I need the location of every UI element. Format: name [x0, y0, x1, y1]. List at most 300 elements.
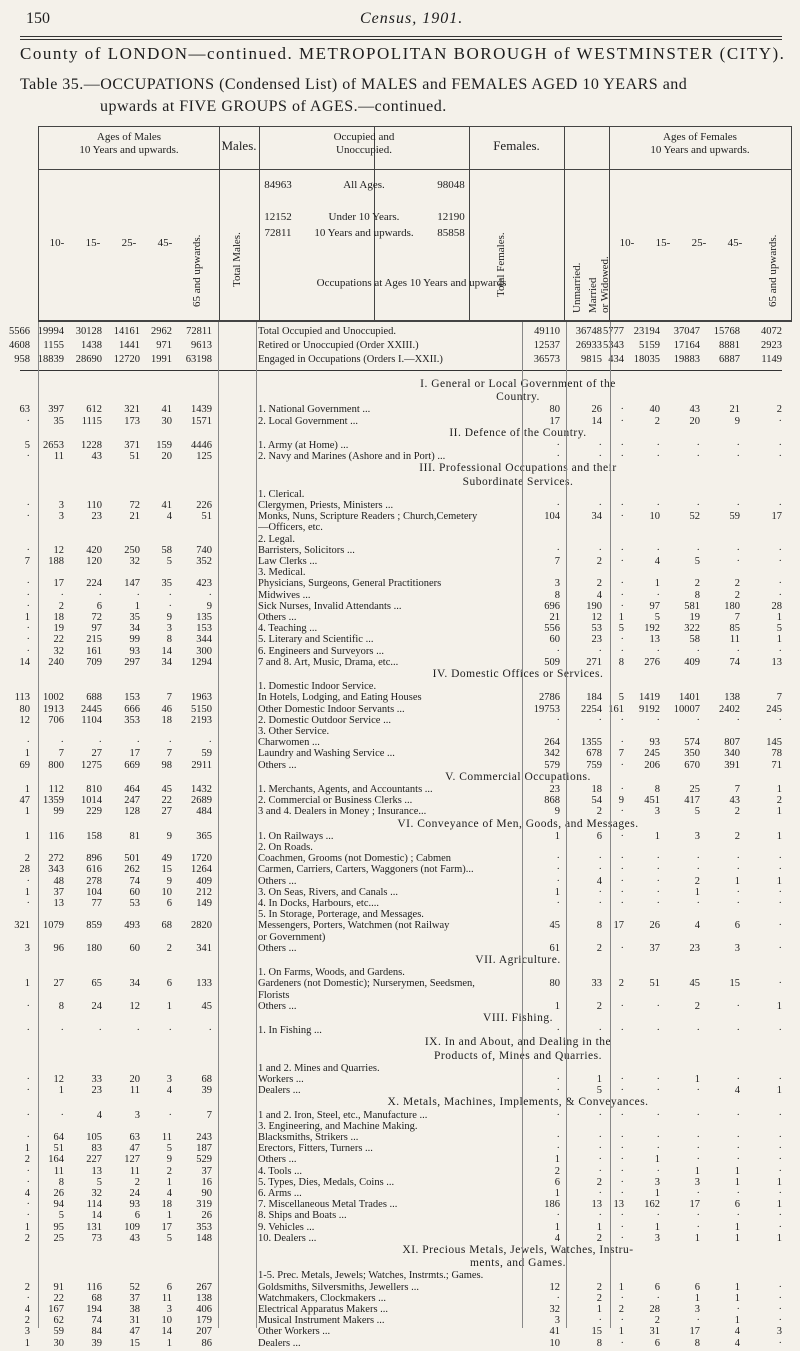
female-age-cell: 59	[729, 511, 740, 523]
female-age-cell: 2	[654, 1315, 660, 1327]
female-total-cell: 6	[554, 1176, 560, 1188]
male-age-cell: 69	[19, 759, 30, 771]
female-age-cell: 3	[654, 1232, 660, 1244]
male-age-cell: 666	[124, 703, 140, 715]
section-heading: Subordinate Services.	[462, 475, 574, 488]
male-age-cell: 72	[91, 612, 102, 623]
male-age-cell: 104	[86, 886, 102, 898]
male-age-cell: 1359	[43, 795, 64, 807]
female-age-cell: 409	[684, 656, 700, 668]
female-age-cell: 5777	[603, 326, 624, 337]
female-age-cell: 17	[613, 920, 624, 932]
male-total-cell: 37	[201, 1165, 212, 1177]
female-total-cell: 45	[549, 920, 560, 932]
male-age-cell: 68	[91, 1292, 102, 1304]
male-total-cell: 1571	[191, 415, 212, 427]
section-heading: X. Metals, Machines, Implements, & Conveyances.	[387, 1096, 649, 1109]
male-age-cell: 1	[24, 748, 30, 760]
male-age-cell: 109	[124, 1221, 140, 1233]
female-age-cell: 1	[734, 1221, 740, 1233]
male-total-cell: 409	[196, 875, 212, 887]
male-total-cell: 4446	[191, 440, 212, 451]
female-total-cell: 36573	[533, 354, 560, 365]
female-age-cell: 43	[729, 795, 740, 807]
occupation-label: 8. Ships and Boats ...	[258, 1210, 347, 1222]
female-age-cell: 28	[771, 600, 782, 612]
male-age-cell: 38	[129, 1304, 140, 1315]
female-age-cell: ·	[736, 1304, 740, 1315]
female-age-cell: 3	[776, 1326, 782, 1338]
male-age-cell: 65	[91, 978, 102, 990]
female-age-cell: ·	[778, 645, 782, 657]
female-age-cell: 2	[694, 875, 700, 887]
male-age-cell: ·	[26, 875, 30, 887]
female-total-cell: ·	[556, 875, 560, 887]
female-age-cell: ·	[736, 864, 740, 876]
female-age-cell: 451	[644, 795, 660, 807]
male-age-cell: 247	[124, 795, 140, 807]
male-total-cell: 2911	[191, 759, 212, 771]
male-age-cell: 250	[124, 544, 140, 556]
female-age-cell: ·	[696, 544, 700, 556]
male-age-cell: 8	[58, 1176, 64, 1188]
male-total-cell: 2193	[191, 714, 212, 726]
female-age-cell: 1	[618, 1281, 624, 1293]
male-age-cell: 371	[124, 440, 140, 451]
section-heading: IX. In and About, and Dealing in the	[424, 1036, 612, 1049]
female-age-cell: 17	[771, 511, 782, 523]
female-unmarried-cell: ·	[598, 886, 602, 898]
female-age-cell: ·	[620, 1292, 624, 1304]
occupation-label: 1. On Farms, Woods, and Gardens.	[258, 967, 405, 979]
female-age-cell: 670	[684, 759, 700, 771]
female-age-cell: ·	[620, 500, 624, 511]
occupation-label: Goldsmiths, Silversmiths, Jewellers ...	[258, 1281, 419, 1293]
male-age-cell: 37	[129, 1292, 140, 1304]
male-age-cell: 8	[58, 1000, 64, 1012]
female-unmarried-cell: ·	[598, 898, 602, 909]
occupation-label: In Hotels, Lodging, and Eating Houses	[258, 692, 422, 704]
female-age-cell: 1	[776, 1176, 782, 1188]
female-age-cell: 23	[689, 942, 700, 954]
male-age-cell: 971	[156, 340, 172, 351]
female-age-cell: 1	[654, 830, 660, 842]
male-age-cell: 6	[166, 978, 172, 990]
female-total-cell: 264	[544, 737, 560, 749]
female-age-cell: 581	[684, 600, 700, 612]
male-age-cell: 114	[86, 1199, 102, 1211]
occupation-label: Charwomen ...	[258, 737, 320, 749]
section-heading: VI. Conveyance of Men, Goods, and Messages.	[397, 817, 639, 830]
column-divider	[566, 322, 567, 1328]
section-heading: III. Professional Occupations and their	[419, 462, 617, 475]
male-age-cell: ·	[26, 578, 30, 590]
female-age-cell: 6887	[719, 354, 740, 365]
female-age-cell: 322	[684, 623, 700, 635]
female-age-cell: 51	[649, 978, 660, 990]
male-age-cell: 2445	[81, 703, 102, 715]
male-total-cell: 319	[196, 1199, 212, 1211]
female-total-cell: ·	[556, 645, 560, 657]
male-age-cell: 3	[134, 1109, 140, 1121]
male-age-cell: 24	[129, 1188, 140, 1199]
female-unmarried-cell: ·	[598, 864, 602, 876]
male-age-cell: 1	[24, 1337, 30, 1349]
male-age-cell: 1	[134, 600, 140, 612]
occupation-label: 2. Navy and Marines (Ashore and in Port) ...	[258, 451, 446, 463]
female-age-cell: ·	[620, 1109, 624, 1121]
female-age-cell: ·	[656, 1000, 660, 1012]
female-unmarried-cell: 184	[586, 692, 602, 704]
male-age-cell: 297	[124, 656, 140, 668]
male-age-cell: 420	[86, 544, 102, 556]
female-age-cell: 5343	[603, 340, 624, 351]
male-age-cell: 5566	[9, 326, 30, 337]
female-total-cell: 23	[549, 784, 560, 795]
female-unmarried-cell: 4	[596, 589, 602, 601]
occupation-label: Retired or Unoccupied (Order XXIII.)	[258, 340, 419, 351]
female-age-cell: 4	[734, 1337, 740, 1349]
female-age-cell: ·	[620, 1165, 624, 1177]
male-age-cell: 35	[129, 612, 140, 623]
male-age-cell: 4	[166, 1188, 172, 1199]
occupation-label: Florists	[258, 989, 290, 1001]
male-age-cell: 958	[14, 354, 30, 365]
female-total-cell: ·	[556, 1109, 560, 1121]
female-age-cell: 1	[776, 612, 782, 623]
occupation-label: 4. Tools ...	[258, 1165, 302, 1177]
female-unmarried-cell: ·	[598, 1188, 602, 1199]
female-age-cell: 1	[734, 1315, 740, 1327]
male-age-cell: 5	[96, 1176, 102, 1188]
occupation-label: Carmen, Carriers, Carters, Waggoners (not Farm)...	[258, 864, 474, 876]
male-age-cell: 1079	[43, 920, 64, 932]
male-total-cell: ·	[208, 1025, 212, 1037]
female-age-cell: ·	[778, 1292, 782, 1304]
female-age-cell: 8	[694, 1337, 700, 1349]
occupation-label: 3. On Seas, Rivers, and Canals ...	[258, 886, 398, 898]
female-age-cell: ·	[620, 875, 624, 887]
male-age-cell: 6	[166, 1281, 172, 1293]
female-age-cell: 1	[776, 875, 782, 887]
male-age-cell: 229	[86, 806, 102, 818]
female-total-cell: 12537	[533, 340, 560, 351]
female-age-cell: ·	[696, 451, 700, 463]
occupation-label: 6. Engineers and Surveyors ...	[258, 645, 384, 657]
female-unmarried-cell: ·	[598, 1025, 602, 1037]
male-age-cell: 43	[129, 1232, 140, 1244]
female-unmarried-cell: ·	[598, 1109, 602, 1121]
male-age-cell: 153	[124, 692, 140, 704]
occupied-heading: Occupied and Unoccupied.	[333, 131, 395, 156]
female-age-cell: 391	[724, 759, 740, 771]
female-age-cell: ·	[656, 440, 660, 451]
male-total-cell: 39	[201, 1085, 212, 1097]
running-header	[0, 10, 800, 30]
female-total-cell: 9	[554, 806, 560, 818]
male-age-cell: 5	[166, 556, 172, 567]
male-age-cell: ·	[60, 737, 64, 749]
male-age-cell: 84	[91, 1326, 102, 1338]
male-age-cell: 20	[129, 1074, 140, 1085]
female-total-cell: 1	[554, 886, 560, 898]
female-total-cell: ·	[556, 853, 560, 865]
female-age-cell: 245	[644, 748, 660, 760]
all-ages-females: 98048	[437, 179, 465, 191]
male-age-cell: 72	[129, 500, 140, 511]
male-age-cell: ·	[98, 589, 102, 601]
male-age-cell: 31	[129, 1315, 140, 1327]
male-age-cell: 59	[53, 1326, 64, 1338]
female-age-cell: 206	[644, 759, 660, 771]
male-age-cell: 120	[86, 556, 102, 567]
male-total-cell: 529	[196, 1154, 212, 1166]
female-total-cell: 12	[549, 1281, 560, 1293]
occupation-label: Other Workers ...	[258, 1326, 331, 1338]
male-age-cell: 343	[48, 864, 64, 876]
male-age-cell: 41	[161, 500, 172, 511]
occupation-label: 1. Army (at Home) ...	[258, 440, 349, 451]
female-age-cell: ·	[620, 898, 624, 909]
male-age-cell: 12	[19, 714, 30, 726]
female-age-cell: ·	[620, 1025, 624, 1037]
male-total-cell: 68	[201, 1074, 212, 1085]
female-age-cell: ·	[696, 1315, 700, 1327]
male-age-cell: 1	[24, 784, 30, 795]
occupation-label: 6. Arms ...	[258, 1188, 302, 1199]
male-age-cell: 2	[24, 1281, 30, 1293]
male-age-cell: 4	[166, 511, 172, 523]
male-total-cell: 1264	[191, 864, 212, 876]
male-age-cell: 98	[161, 759, 172, 771]
male-age-cell: 14	[161, 645, 172, 657]
female-age-cell: ·	[778, 415, 782, 427]
female-age-cell: ·	[778, 978, 782, 990]
male-age-25: 25-	[121, 237, 137, 249]
male-age-cell: 6	[96, 600, 102, 612]
occupation-label: Workers ...	[258, 1074, 304, 1085]
female-age-cell: ·	[620, 886, 624, 898]
female-age-cell: 1401	[679, 692, 700, 704]
female-age-65: 65 and upwards.	[767, 234, 779, 307]
male-age-cell: 9	[166, 830, 172, 842]
female-age-cell: 1	[776, 1232, 782, 1244]
male-age-cell: ·	[26, 1176, 30, 1188]
male-total-cell: ·	[208, 589, 212, 601]
female-age-cell: ·	[778, 1154, 782, 1166]
male-age-cell: 18	[161, 1199, 172, 1211]
male-age-cell: 26	[53, 1188, 64, 1199]
female-age-cell: 138	[724, 692, 740, 704]
female-age-cell: 2923	[761, 340, 782, 351]
male-total-cell: 740	[196, 544, 212, 556]
male-age-cell: 11	[161, 1132, 172, 1143]
male-age-cell: 13	[53, 898, 64, 909]
female-age-cell: 2	[776, 795, 782, 807]
male-total-cell: 1432	[191, 784, 212, 795]
male-age-cell: 17	[129, 748, 140, 760]
occupation-label: Sick Nurses, Invalid Attendants ...	[258, 600, 402, 612]
female-age-cell: ·	[736, 1074, 740, 1085]
female-age-cell: ·	[656, 1210, 660, 1222]
male-age-cell: 28	[19, 864, 30, 876]
female-age-cell: ·	[620, 1176, 624, 1188]
section-heading: VIII. Fishing.	[483, 1012, 553, 1024]
male-age-cell: 1002	[43, 692, 64, 704]
occupation-label: 1. In Fishing ...	[258, 1025, 322, 1037]
female-age-cell: ·	[778, 1281, 782, 1293]
male-age-65: 65 and upwards.	[191, 234, 203, 307]
occupation-label: 3. Engineering, and Machine Making.	[258, 1120, 418, 1132]
occupation-label: Coachmen, Grooms (not Domestic) ; Cabmen	[258, 853, 452, 865]
column-divider	[38, 322, 39, 1328]
male-age-cell: 188	[48, 556, 64, 567]
occupation-label: Blacksmiths, Strikers ...	[258, 1132, 359, 1143]
all-ages-label: All Ages.	[343, 179, 385, 191]
female-total-cell: 10	[549, 1337, 560, 1349]
section-heading: V. Commercial Occupations.	[445, 770, 591, 783]
female-total-cell: 8	[554, 589, 560, 601]
female-unmarried-cell: 1	[596, 1221, 602, 1233]
female-total-cell: 104	[544, 511, 560, 523]
female-age-cell: ·	[696, 864, 700, 876]
male-age-cell: 688	[86, 692, 102, 704]
male-age-cell: 321	[14, 920, 30, 932]
female-total-cell: ·	[556, 1025, 560, 1037]
female-age-cell: ·	[736, 1188, 740, 1199]
male-age-cell: 180	[86, 942, 102, 954]
occupation-label: Others ...	[258, 612, 297, 623]
female-total-cell: ·	[556, 1143, 560, 1155]
column-divider	[218, 322, 219, 1328]
male-age-cell: ·	[60, 1025, 64, 1037]
occupation-label: Barristers, Solicitors ...	[258, 544, 355, 556]
male-age-cell: 706	[48, 714, 64, 726]
male-total-cell: 7	[206, 1109, 212, 1121]
female-age-cell: 17164	[673, 340, 700, 351]
occupation-label: Law Clerks ...	[258, 556, 318, 567]
male-age-cell: ·	[136, 589, 140, 601]
female-age-cell: ·	[778, 578, 782, 590]
male-age-cell: ·	[26, 898, 30, 909]
female-age-25: 25-	[691, 237, 707, 249]
female-age-cell: 350	[684, 748, 700, 760]
female-age-cell: ·	[620, 759, 624, 771]
female-age-cell: ·	[620, 556, 624, 567]
section-heading: IV. Domestic Offices or Services.	[432, 668, 604, 680]
female-age-cell: 37	[649, 942, 660, 954]
female-total-cell: 2	[554, 1165, 560, 1177]
female-age-cell: ·	[778, 440, 782, 451]
female-total-cell: ·	[556, 1210, 560, 1222]
female-age-cell: 2	[734, 589, 740, 601]
male-age-cell: 63	[19, 404, 30, 416]
female-unmarried-cell: 1	[596, 1074, 602, 1085]
male-age-cell: 74	[129, 875, 140, 887]
female-age-cell: ·	[656, 1025, 660, 1037]
female-age-cell: ·	[696, 1143, 700, 1155]
male-age-cell: 1155	[43, 340, 64, 351]
male-age-cell: 1104	[81, 714, 102, 726]
female-age-cell: 8	[618, 656, 624, 668]
male-age-cell: 47	[129, 1143, 140, 1155]
male-age-cell: 5	[166, 1232, 172, 1244]
female-age-cell: ·	[778, 1074, 782, 1085]
female-total-cell: ·	[556, 1085, 560, 1097]
female-unmarried-cell: 33	[591, 978, 602, 990]
male-age-cell: 493	[124, 920, 140, 932]
female-age-cell: 1	[776, 784, 782, 795]
female-age-cell: ·	[736, 1132, 740, 1143]
female-age-cell: 340	[724, 748, 740, 760]
female-total-cell: 7	[554, 556, 560, 567]
female-age-cell: ·	[620, 853, 624, 865]
section-heading: Country.	[496, 391, 540, 404]
female-age-cell: 1149	[761, 354, 782, 365]
female-total-cell: 1	[554, 830, 560, 842]
female-unmarried-cell: 26933	[575, 340, 602, 351]
female-unmarried-cell: 9815	[581, 354, 602, 365]
female-total-cell: 60	[549, 634, 560, 646]
male-age-cell: 116	[48, 830, 64, 842]
male-age-cell: ·	[26, 500, 30, 511]
female-age-cell: 6	[654, 1281, 660, 1293]
female-unmarried-cell: ·	[598, 1165, 602, 1177]
female-age-cell: 85	[729, 623, 740, 635]
male-age-cell: ·	[26, 1085, 30, 1097]
male-age-cell: 2	[166, 942, 172, 954]
male-age-cell: ·	[26, 1199, 30, 1211]
male-age-cell: 11	[53, 451, 64, 463]
female-age-cell: 58	[689, 634, 700, 646]
occupation-label: 3. Other Service.	[258, 726, 330, 737]
occupation-label: Physicians, Surgeons, General Practitioners	[258, 578, 442, 590]
male-age-cell: 14	[161, 1326, 172, 1338]
female-age-cell: ·	[620, 511, 624, 523]
female-age-cell: ·	[696, 714, 700, 726]
male-age-cell: 19	[53, 623, 64, 635]
female-age-cell: ·	[620, 942, 624, 954]
occupation-label: Gardeners (not Domestic); Nurserymen, Seedsmen,	[258, 978, 475, 990]
male-age-cell: 97	[91, 623, 102, 635]
female-age-cell: ·	[656, 714, 660, 726]
female-age-cell: 25	[689, 784, 700, 795]
female-unmarried-cell: 18	[591, 784, 602, 795]
occupation-label: Others ...	[258, 759, 297, 771]
male-age-cell: ·	[26, 634, 30, 646]
female-total-cell: 32	[549, 1304, 560, 1315]
male-total-cell: 26	[201, 1210, 212, 1222]
male-age-15: 15-	[85, 237, 101, 249]
female-total-cell: 342	[544, 748, 560, 760]
female-age-cell: ·	[778, 1304, 782, 1315]
female-age-cell: 3	[654, 806, 660, 818]
female-age-cell: 1	[694, 1074, 700, 1085]
female-age-cell: ·	[778, 898, 782, 909]
male-age-cell: 37	[53, 886, 64, 898]
female-age-cell: 1	[734, 875, 740, 887]
female-age-cell: 1	[734, 1232, 740, 1244]
female-age-cell: ·	[778, 1025, 782, 1037]
under10-females: 12190	[437, 211, 465, 223]
male-age-cell: 12	[53, 544, 64, 556]
female-age-cell: 5	[654, 612, 660, 623]
female-age-cell: 1	[776, 830, 782, 842]
occupation-label: 7. Miscellaneous Metal Trades ...	[258, 1199, 398, 1211]
female-age-cell: ·	[656, 1132, 660, 1143]
male-age-cell: 12	[53, 1074, 64, 1085]
female-age-cell: ·	[778, 544, 782, 556]
